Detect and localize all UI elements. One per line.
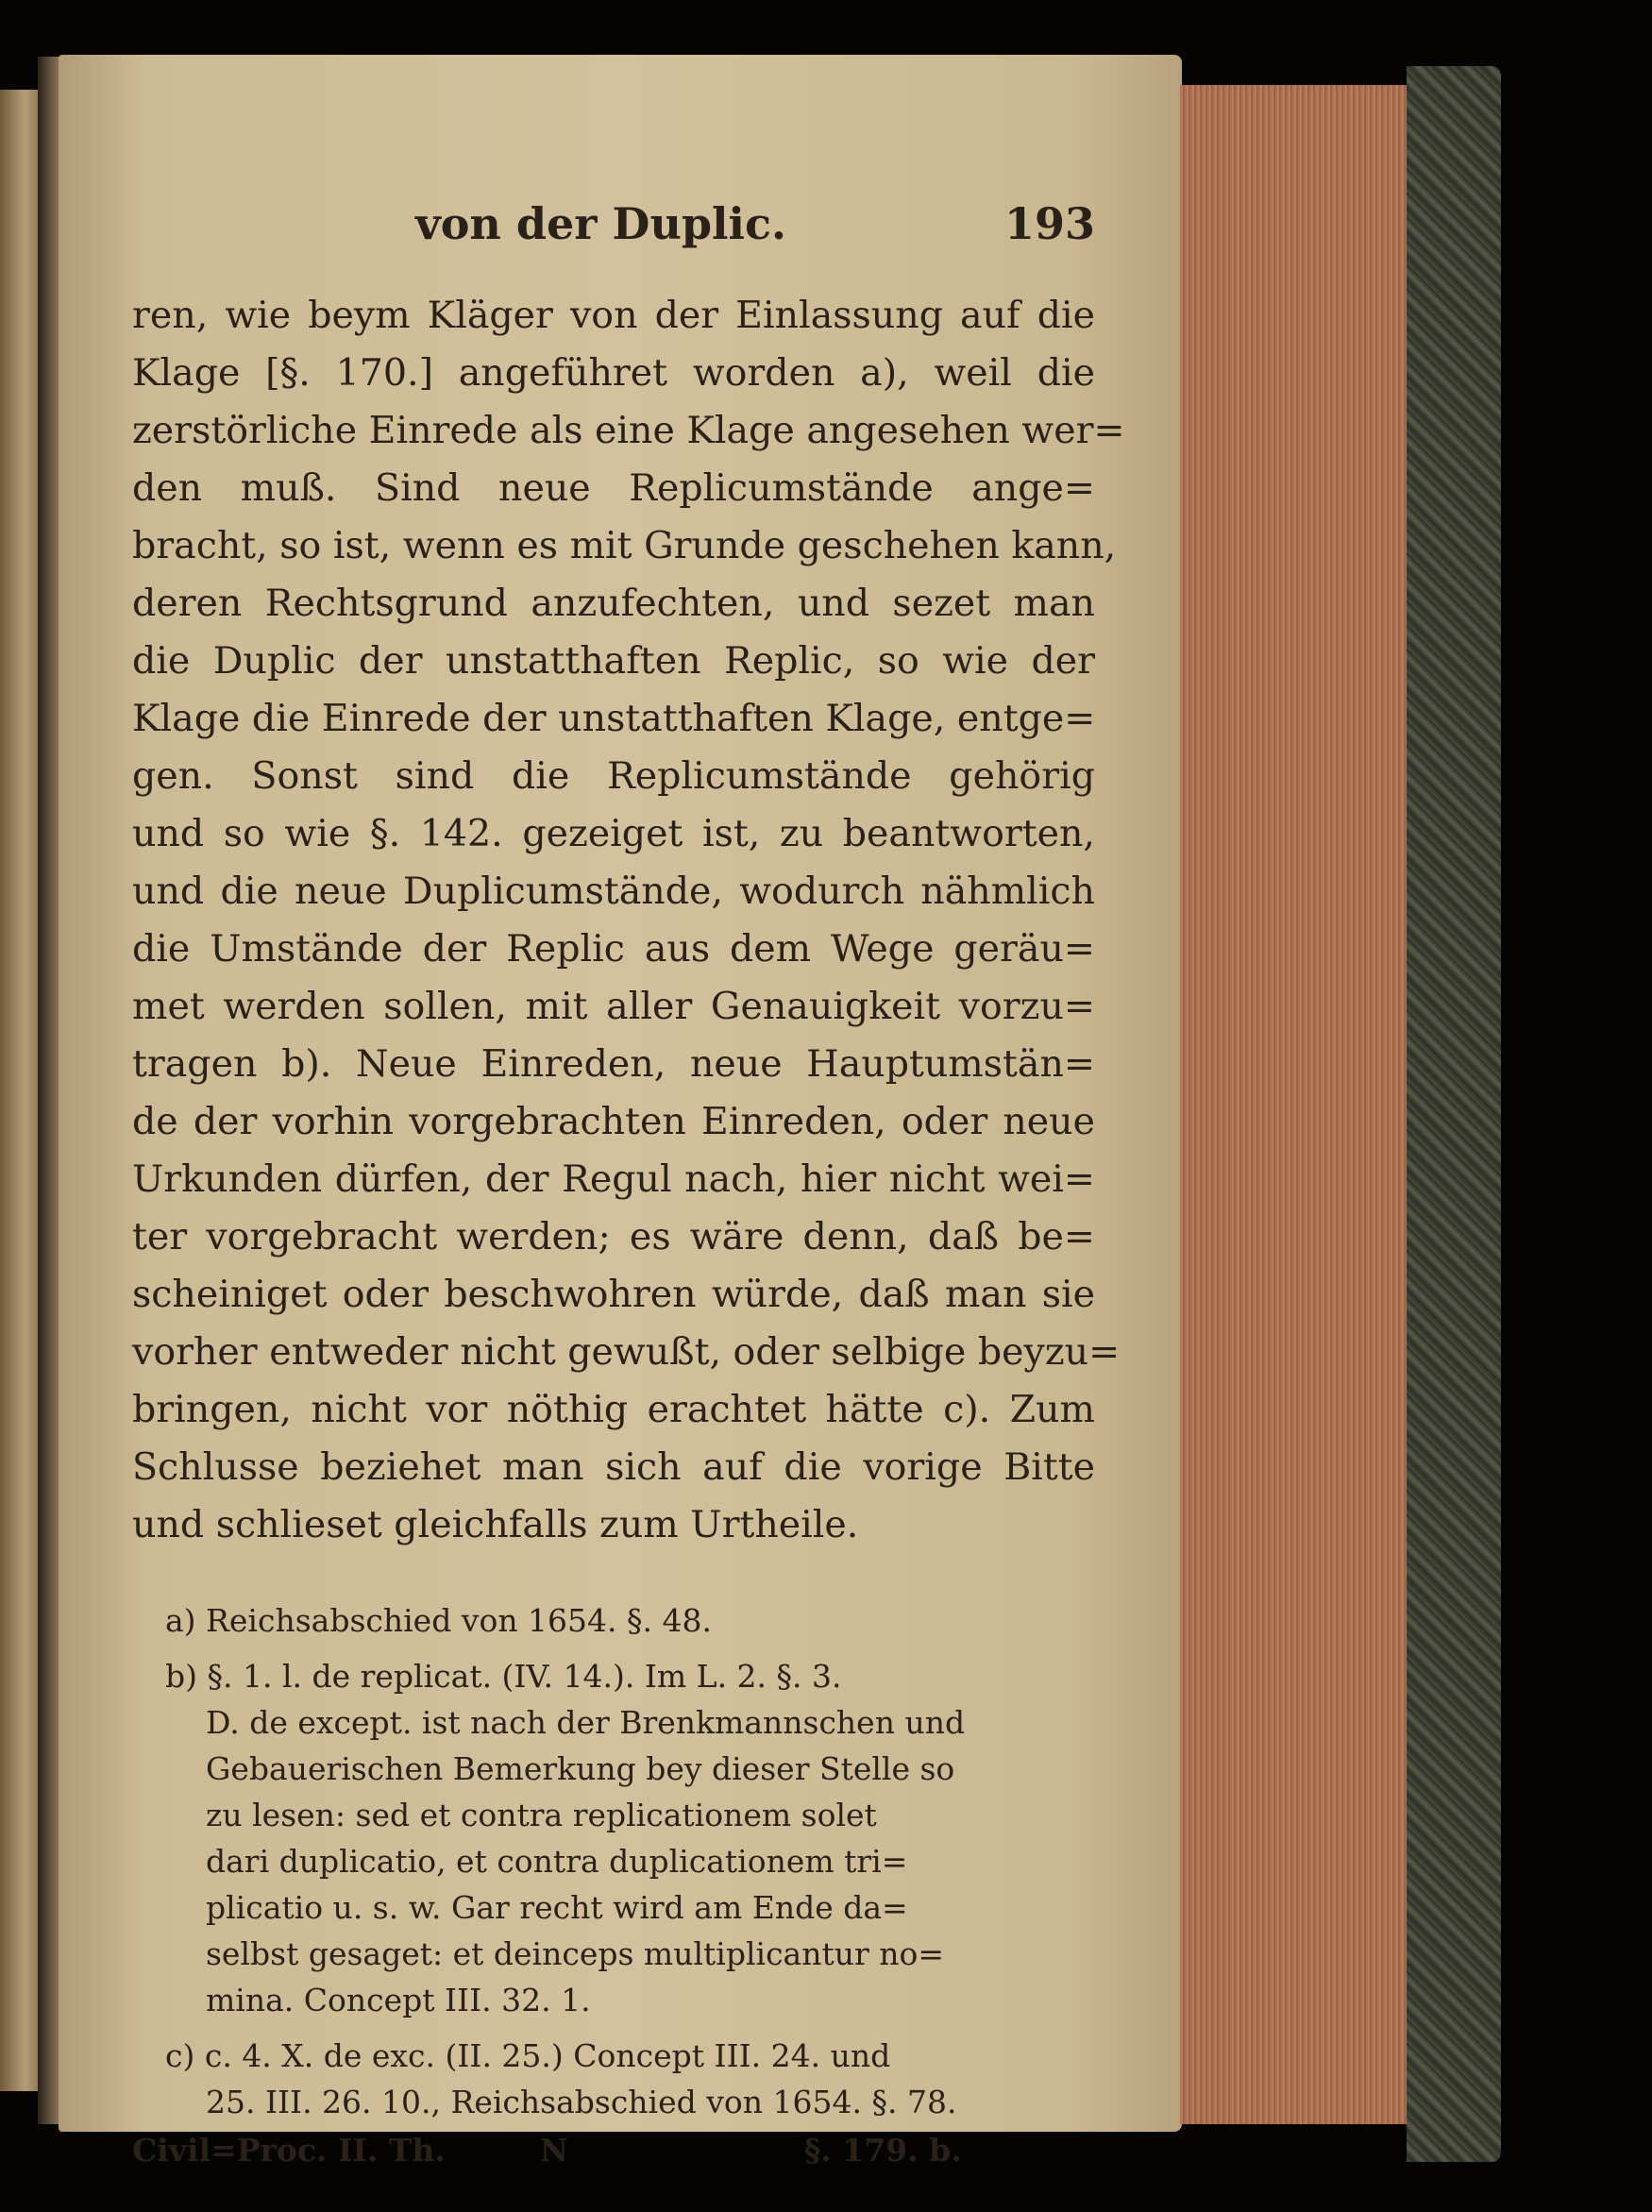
- body-text: [132, 287, 1125, 1554]
- previous-page-edge: [0, 90, 42, 2091]
- body-line: bracht, so ist, wenn es mit Grunde geschehen kann,: [132, 524, 1117, 567]
- page-footer: [132, 2127, 1095, 2173]
- running-title: von der Duplic.: [415, 198, 787, 249]
- footnote-a: a) Reichsabschied von 1654. §. 48.: [165, 1602, 712, 1639]
- footnote-line: Gebauerischen Bemerkung bey dieser Stelle so: [206, 1750, 955, 1787]
- body-line: met werden sollen, mit aller Genauigkeit vorzu=: [132, 985, 1095, 1028]
- running-header: [132, 198, 1095, 249]
- body-line: und die neue Duplicumstände, wodurch nähmlich: [132, 870, 1095, 913]
- body-line: ren, wie beym Kläger von der Einlassung auf die: [132, 294, 1095, 337]
- body-line: vorher entweder nicht gewußt, oder selbige beyzu=: [132, 1330, 1121, 1374]
- footnote-line: D. de except. ist nach der Brenkmannschen und: [206, 1704, 966, 1741]
- body-line: deren Rechtsgrund anzufechten, und sezet man: [132, 582, 1095, 625]
- footnote-line: 25. III. 26. 10., Reichsabschied von 1654. §. 78.: [206, 2084, 957, 2120]
- body-line: und schlieset gleichfalls zum Urtheile.: [132, 1503, 859, 1546]
- page-number: 193: [1003, 198, 1095, 249]
- footnote-b: b) §. 1. l. de replicat. (IV. 14.). Im L. 2. §. 3.: [165, 1658, 842, 1695]
- body-line: Klage [§. 170.] angeführet worden a), weil die: [132, 351, 1095, 395]
- body-line: Schlusse beziehet man sich auf die vorige Bitte: [132, 1445, 1095, 1489]
- body-line: ter vorgebracht werden; es wäre denn, daß be=: [132, 1215, 1095, 1258]
- catchword: §. 179. b.: [804, 2132, 962, 2169]
- body-line: den muß. Sind neue Replicumstände ange=: [132, 466, 1095, 510]
- body-line: tragen b). Neue Einreden, neue Hauptumstän=: [132, 1042, 1095, 1086]
- body-line: die Umstände der Replic aus dem Wege geräu=: [132, 927, 1095, 971]
- body-line: Urkunden dürfen, der Regul nach, hier nicht wei=: [132, 1157, 1095, 1201]
- footnote-line: selbst gesaget: et deinceps multiplicantur no=: [206, 1935, 945, 1972]
- body-line: de der vorhin vorgebrachten Einreden, oder neue: [132, 1100, 1095, 1143]
- marbled-cover: [1407, 66, 1501, 2162]
- footnote-line: dari duplicatio, et contra duplicationem tri=: [206, 1843, 908, 1880]
- body-line: und so wie §. 142. gezeiget ist, zu beantworten,: [132, 812, 1095, 855]
- footer-short-title: Civil=Proc. II. Th.: [132, 2132, 446, 2169]
- footnote-line: plicatio u. s. w. Gar recht wird am Ende da=: [206, 1889, 908, 1926]
- footnote-line: mina. Concept III. 32. 1.: [206, 1982, 591, 2018]
- page-edges: [1180, 85, 1444, 2124]
- body-line: bringen, nicht vor nöthig erachtet hätte c). Zum: [132, 1388, 1095, 1431]
- footnotes: [132, 1597, 1095, 2125]
- body-line: gen. Sonst sind die Replicumstände gehörig: [132, 754, 1095, 798]
- body-line: scheiniget oder beschwohren würde, daß man sie: [132, 1273, 1095, 1316]
- page-text: [132, 198, 1125, 2173]
- body-line: Klage die Einrede der unstatthaften Klage, entge=: [132, 697, 1096, 740]
- signature-mark: N: [539, 2132, 569, 2169]
- body-line: die Duplic der unstatthaften Replic, so wie der: [132, 639, 1095, 683]
- body-line: zerstörliche Einrede als eine Klage angesehen wer=: [132, 409, 1125, 452]
- footnote-line: zu lesen: sed et contra replicationem solet: [206, 1797, 877, 1833]
- footnote-c: c) c. 4. X. de exc. (II. 25.) Concept III. 24. und: [165, 2037, 891, 2074]
